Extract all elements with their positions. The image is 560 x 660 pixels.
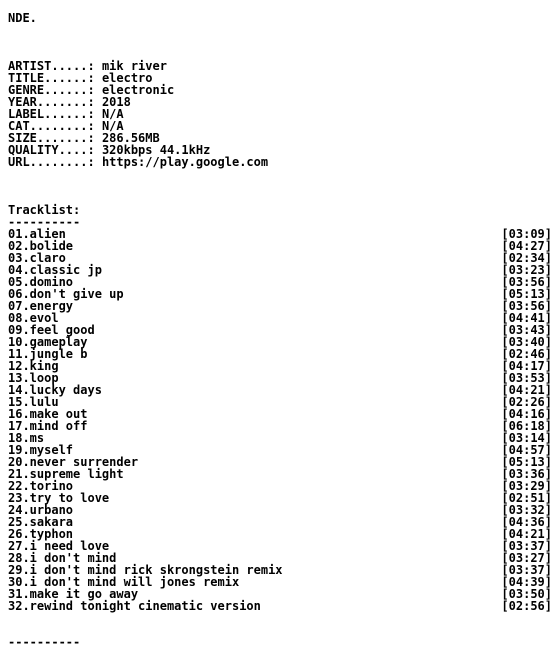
track-duration: [05:13] — [501, 455, 552, 469]
track-row — [8, 420, 552, 432]
track-title: 07.energy — [8, 299, 74, 313]
info-key: TITLE......: — [8, 71, 95, 85]
track-title: 13.loop — [8, 371, 59, 385]
info-key: YEAR.......: — [8, 95, 95, 109]
release-title: NDE. — [8, 11, 37, 25]
track-title: 27.i need love — [8, 539, 110, 553]
track-row — [8, 336, 552, 348]
track-row — [8, 324, 552, 336]
track-duration: [02:26] — [501, 395, 552, 409]
track-title: 25.sakara — [8, 515, 74, 529]
track-title: 23.try to love — [8, 491, 110, 505]
track-duration: [05:13] — [501, 287, 552, 301]
track-duration: [04:21] — [501, 527, 552, 541]
info-value: N/A — [101, 119, 124, 133]
track-duration: [02:46] — [501, 347, 552, 361]
tracklist — [8, 228, 552, 612]
track-title: 29.i don't mind rick skrongstein remix — [8, 563, 283, 577]
info-key: URL........: — [8, 155, 95, 169]
spacer — [8, 0, 552, 12]
track-duration: [03:50] — [501, 587, 552, 601]
track-row — [8, 396, 552, 408]
track-title: 19.myself — [8, 443, 74, 457]
track-title: 04.classic jp — [8, 263, 102, 277]
footer-rule: ---------- — [8, 635, 81, 649]
track-duration: [03:56] — [501, 299, 552, 313]
track-row — [8, 516, 552, 528]
info-key: CAT........: — [8, 119, 95, 133]
tracklist-underline: ---------- — [8, 215, 81, 229]
track-row — [8, 384, 552, 396]
track-row — [8, 360, 552, 372]
track-title: 14.lucky days — [8, 383, 102, 397]
track-duration: [02:34] — [501, 251, 552, 265]
track-duration: [04:39] — [501, 575, 552, 589]
track-duration: [04:21] — [501, 383, 552, 397]
track-title: 18.ms — [8, 431, 45, 445]
track-title: 28.i don't mind — [8, 551, 117, 565]
track-title: 32.rewind tonight cinematic version — [8, 599, 261, 613]
track-row — [8, 600, 552, 612]
release-info — [8, 60, 552, 168]
track-title: 05.domino — [8, 275, 74, 289]
info-value: N/A — [101, 107, 124, 121]
track-row — [8, 492, 552, 504]
track-title: 26.typhon — [8, 527, 74, 541]
track-duration: [03:36] — [501, 467, 552, 481]
track-title: 11.jungle b — [8, 347, 88, 361]
track-duration: [04:36] — [501, 515, 552, 529]
info-value: electronic — [101, 83, 175, 97]
track-title: 03.claro — [8, 251, 66, 265]
track-title: 22.torino — [8, 479, 74, 493]
track-duration: [04:41] — [501, 311, 552, 325]
info-key: QUALITY....: — [8, 143, 95, 157]
track-duration: [03:27] — [501, 551, 552, 565]
track-row — [8, 348, 552, 360]
track-row — [8, 288, 552, 300]
info-key: ARTIST.....: — [8, 59, 95, 73]
track-title: 31.make it go away — [8, 587, 139, 601]
track-duration: [03:23] — [501, 263, 552, 277]
track-row — [8, 468, 552, 480]
info-value: 320kbps 44.1kHz — [101, 143, 211, 157]
info-value: mik river — [101, 59, 167, 73]
track-duration: [02:51] — [501, 491, 552, 505]
track-title: 10.gameplay — [8, 335, 88, 349]
track-duration: [03:40] — [501, 335, 552, 349]
track-duration: [03:29] — [501, 479, 552, 493]
info-value: electro — [101, 71, 153, 85]
track-duration: [03:14] — [501, 431, 552, 445]
info-key: LABEL......: — [8, 107, 95, 121]
info-value: https://play.google.com — [101, 155, 269, 169]
track-duration: [03:43] — [501, 323, 552, 337]
track-row — [8, 264, 552, 276]
info-row — [8, 156, 552, 168]
track-duration: [03:56] — [501, 275, 552, 289]
track-row — [8, 300, 552, 312]
track-duration: [04:17] — [501, 359, 552, 373]
track-duration: [04:16] — [501, 407, 552, 421]
info-value: 286.56MB — [101, 131, 160, 145]
track-title: 02.bolide — [8, 239, 74, 253]
track-duration: [04:57] — [501, 443, 552, 457]
track-title: 21.supreme light — [8, 467, 124, 481]
track-title: 16.make out — [8, 407, 88, 421]
track-duration: [02:56] — [501, 599, 552, 613]
track-duration: [03:37] — [501, 563, 552, 577]
info-value: 2018 — [101, 95, 131, 109]
track-row — [8, 408, 552, 420]
track-row — [8, 432, 552, 444]
track-duration: [03:32] — [501, 503, 552, 517]
track-row — [8, 240, 552, 252]
track-title: 12.king — [8, 359, 59, 373]
info-key: SIZE.......: — [8, 131, 95, 145]
track-title: 17.mind off — [8, 419, 88, 433]
track-row — [8, 504, 552, 516]
track-title: 24.urbano — [8, 503, 74, 517]
track-duration: [03:53] — [501, 371, 552, 385]
track-title: 01.alien — [8, 227, 66, 241]
track-duration: [03:37] — [501, 539, 552, 553]
track-title: 15.lulu — [8, 395, 59, 409]
info-key: GENRE......: — [8, 83, 95, 97]
track-title: 30.i don't mind will jones remix — [8, 575, 240, 589]
track-title: 08.evol — [8, 311, 59, 325]
track-duration: [04:27] — [501, 239, 552, 253]
track-title: 20.never surrender — [8, 455, 139, 469]
track-duration: [03:09] — [501, 227, 552, 241]
track-row — [8, 228, 552, 240]
track-title: 06.don't give up — [8, 287, 124, 301]
nfo-document — [8, 0, 552, 648]
tracklist-heading: Tracklist: — [8, 203, 81, 217]
track-title: 09.feel good — [8, 323, 95, 337]
track-duration: [06:18] — [501, 419, 552, 433]
